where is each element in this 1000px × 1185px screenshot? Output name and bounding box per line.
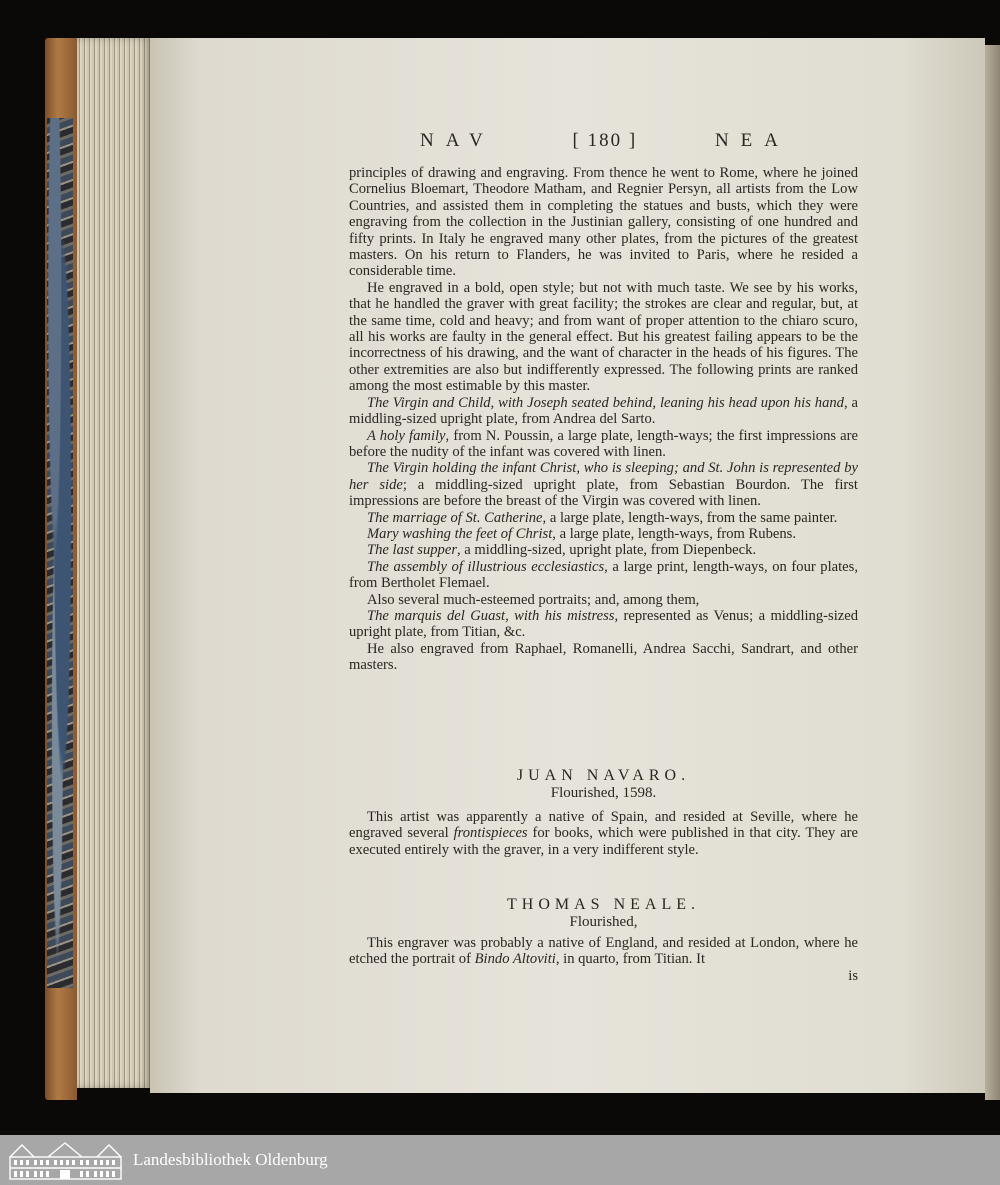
text-run: This engraver was probably a native of England, and resided at London, where he etched the portrait of <box>349 935 858 968</box>
running-head <box>420 130 790 152</box>
text-run: for books, which were published in that city. They are executed entirely with the graver, in a very indifferent style. <box>349 825 859 858</box>
catchword: is <box>848 968 858 984</box>
text-run: He also engraved from Raphael, Romanelli, Andrea Sacchi, Sandrart, and other masters. <box>349 640 858 674</box>
section-juan-navaro <box>349 767 858 802</box>
paragraph <box>349 510 858 526</box>
section-heading: THOMAS NEALE. <box>507 896 700 913</box>
page-number: [ 180 ] <box>572 130 638 151</box>
text-run: , a large plate, length-ways, from the same painter. <box>542 509 838 526</box>
italic-title: The marquis del Guast, with his mistress <box>367 607 615 624</box>
text-run: principles of drawing and engraving. From thence he went to Rome, where he joined Cornelius Bloemart, Theodore Matham, and Regnier Persyn, all artists from the Low Countries, and assisted them in completing the statues and busts, which they were engraving from the collection in the Justinian gallery, consisting of one hundred and fifty prints. In Italy he engraved many other plates, from the pictures of the greatest masters. On his return to Flanders, he was invited to Paris, where he resided a considerable time. <box>349 165 858 280</box>
italic-title: The last supper <box>367 542 457 559</box>
page-right-edge <box>985 45 1000 1100</box>
section-subheading: Flourished, 1598. <box>550 785 657 801</box>
section-thomas-neale <box>349 896 858 931</box>
section-heading: JUAN NAVARO. <box>516 767 691 784</box>
paragraph <box>349 809 858 858</box>
italic-title: The marriage of St. Catherine <box>367 509 543 526</box>
paragraph <box>349 526 858 542</box>
paragraph <box>349 542 858 558</box>
text-run: ; a middling-sized upright plate, from Sebastian Bourdon. The first impressions are before the breast of the Virgin was covered with linen. <box>349 476 858 510</box>
text-run: , a large plate, length-ways, from Rubens. <box>552 525 796 542</box>
paragraph <box>349 395 858 428</box>
italic-title: A holy family <box>367 427 446 444</box>
italic-title: The Virgin and Child, with Joseph seated behind, leaning his head upon his hand <box>367 394 844 411</box>
italic-title: frontispieces <box>453 825 528 842</box>
running-head-left: NAV <box>420 130 495 151</box>
paragraph <box>349 935 858 968</box>
text-run: This artist was apparently a native of Spain, and resided at Seville, where he engraved several <box>349 809 858 842</box>
italic-title: Bindo Altoviti <box>474 951 556 968</box>
text-run: , from N. Poussin, a large plate, length-ways; the first impressions are before the nudity of the infant was covered with linen. <box>349 427 858 460</box>
paragraph <box>349 165 858 280</box>
page-edges <box>77 38 152 1088</box>
section-subheading: Flourished, <box>569 914 638 930</box>
section-body <box>349 935 858 968</box>
text-run: , a middling-sized upright plate, from Andrea del Sarto. <box>349 394 858 428</box>
marbled-endpaper <box>47 118 73 988</box>
paragraph <box>349 428 858 461</box>
library-building-icon <box>8 1139 123 1181</box>
italic-title: Mary washing the feet of Christ <box>367 525 553 542</box>
text-run: , in quarto, from Titian. It <box>555 951 706 968</box>
paragraph <box>349 592 858 608</box>
footer-bar <box>0 1135 1000 1185</box>
paragraph <box>349 608 858 641</box>
italic-title: The assembly of illustrious ecclesiastics <box>367 558 605 575</box>
library-name: Landesbibliothek Oldenburg <box>133 1150 328 1169</box>
text-run: , a large print, length-ways, on four plates, from Bertholet Flemael. <box>349 558 858 592</box>
main-body <box>349 165 858 674</box>
paragraph <box>349 280 858 395</box>
section-body <box>349 809 858 858</box>
running-head-right: NEA <box>714 130 790 151</box>
text-run: , represented as Venus; a middling-sized upright plate, from Titian, &c. <box>349 607 858 641</box>
paragraph <box>349 559 858 592</box>
text-run: , a middling-sized, upright plate, from Diepenbeck. <box>457 542 757 559</box>
paragraph <box>349 641 858 674</box>
paragraph <box>349 460 858 509</box>
text-run: Also several much-esteemed portraits; and, among them, <box>367 591 700 608</box>
italic-title: The Virgin holding the infant Christ, who is sleeping; and St. John is represented by her side <box>349 460 858 493</box>
text-run: He engraved in a bold, open style; but not with much taste. We see by his works, that he handled the graver with great facility; the strokes are clear and regular, but, at the same time, cold and heavy; and from want of proper attention to the chiaro scuro, all his works are faulty in the general effect. But his greatest failing appears to be the incorrectness of his drawing, and the want of character in the heads of his figures. The other extremities are also but indifferently expressed. The following prints are ranked among the most estimable by this master. <box>349 279 858 395</box>
